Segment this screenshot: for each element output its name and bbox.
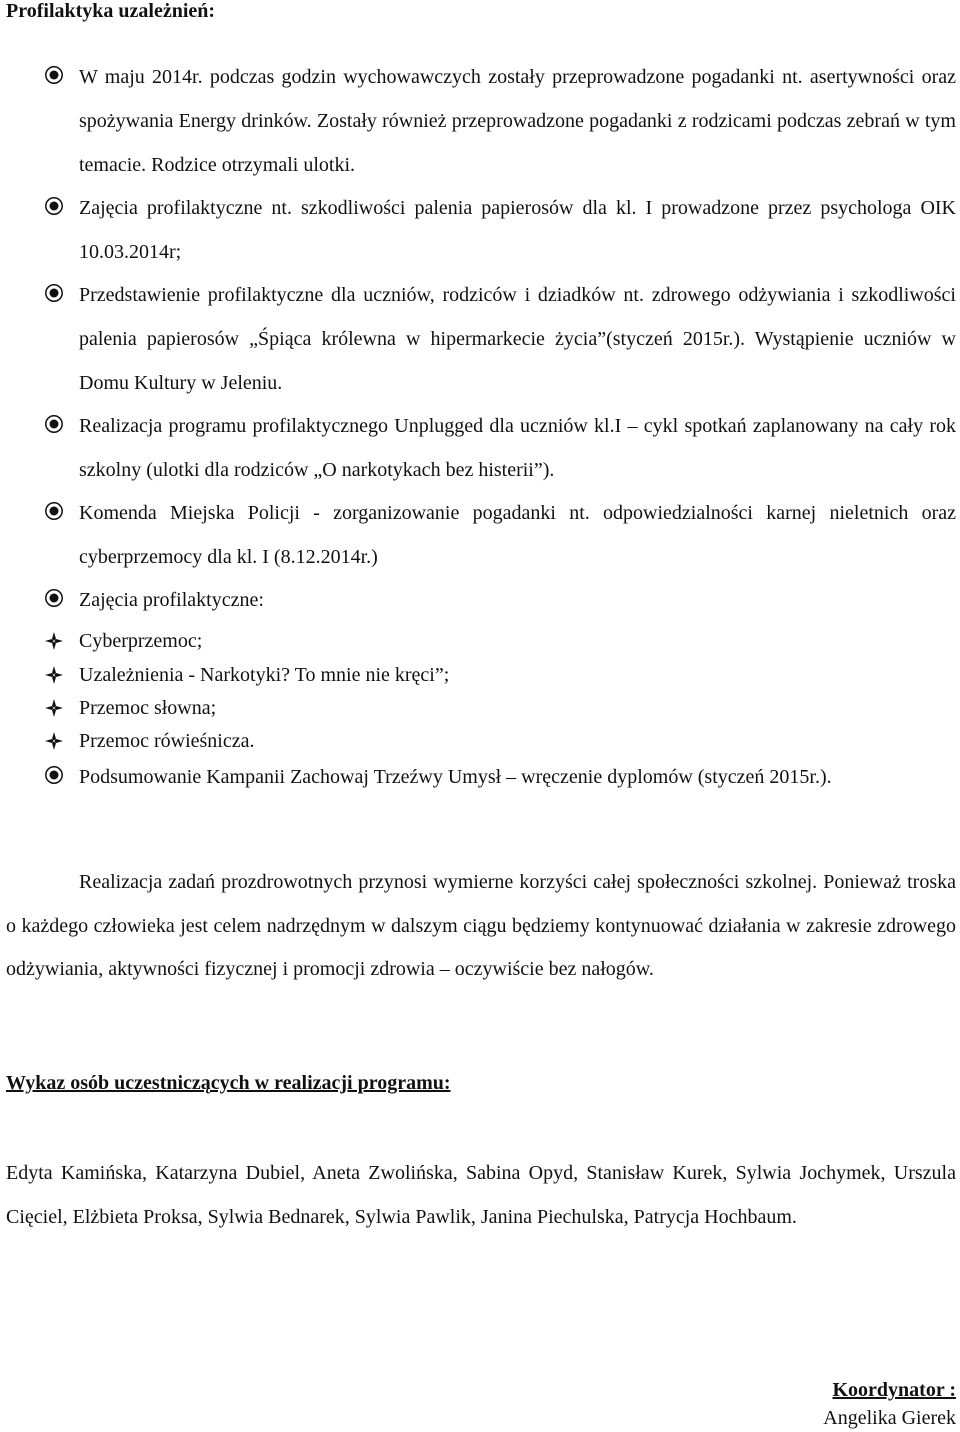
radio-bullet-icon <box>44 65 64 85</box>
summary-paragraph: Realizacja zadań prozdrowotnych przynosi wymierne korzyści całej społeczności szkolnej. Ponieważ troska o każdego człowieka jest celem nadrzędnym w dalszym ciągu będziemy kontynuować działania w zakresie zdrowego odżywiania, aktywności fizycznej i promocji zdrowia – oczywiście bez nałogów. <box>6 871 956 980</box>
bullet-text: W maju 2014r. podczas godzin wychowawczych zostały przeprowadzone pogadanki nt. asertywności oraz spożywania Energy drinków. Zostały również przeprowadzone pogadanki z rodzicami podczas zebrań w tym temacie. Rodzice otrzymali ulotki. <box>79 66 956 176</box>
section-heading: Profilaktyka uzależnień: <box>6 0 216 22</box>
sub-item-text: Uzależnienia - Narkotyki? To mnie nie kręci”; <box>79 664 450 686</box>
bullet-text: Komenda Miejska Policji - zorganizowanie pogadanki nt. odpowiedzialności karnej nieletnich oraz cyberprzemocy dla kl. I (8.12.2014r.) <box>79 502 956 568</box>
bullet-text: Realizacja programu profilaktycznego Unplugged dla uczniów kl.I – cykl spotkań zaplanowany na cały rok szkolny (ulotki dla rodziców „O narkotykach bez histerii”). <box>79 415 956 481</box>
radio-bullet-icon <box>44 283 64 303</box>
coordinator-label: Koordynator : <box>832 1379 956 1401</box>
diamond-bullet-icon <box>44 698 64 718</box>
coordinator-name: Angelika Gierek <box>823 1407 956 1429</box>
participants-list: Edyta Kamińska, Katarzyna Dubiel, Aneta Zwolińska, Sabina Opyd, Stanisław Kurek, Sylwia Jochymek, Urszula Cięciel, Elżbieta Proksa, Sylwia Bednarek, Sylwia Pawlik, Janina Piechulska, Patrycja Hochbaum. <box>6 1162 956 1228</box>
bullet-text: Zajęcia profilaktyczne: <box>79 589 264 611</box>
sub-item-text: Przemoc słowna; <box>79 697 217 719</box>
diamond-bullet-icon <box>44 665 64 685</box>
radio-bullet-icon <box>44 501 64 521</box>
participants-title: Wykaz osób uczestniczących w realizacji programu: <box>6 1072 451 1094</box>
diamond-bullet-icon <box>44 731 64 751</box>
diamond-bullet-icon <box>44 631 64 651</box>
bullet-text: Przedstawienie profilaktyczne dla uczniów, rodziców i dziadków nt. zdrowego odżywiania i szkodliwości palenia papierosów „Śpiąca królewna w hipermarkecie życia”(styczeń 2015r.). Wystąpienie uczniów w Domu Kultury w Jeleniu. <box>79 284 956 394</box>
radio-bullet-icon <box>44 765 64 785</box>
sub-item-text: Cyberprzemoc; <box>79 630 203 652</box>
radio-bullet-icon <box>44 414 64 434</box>
radio-bullet-icon <box>44 196 64 216</box>
bullet-text: Podsumowanie Kampanii Zachowaj Trzeźwy Umysł – wręczenie dyplomów (styczeń 2015r.). <box>79 766 832 788</box>
bullet-text: Zajęcia profilaktyczne nt. szkodliwości palenia papierosów dla kl. I prowadzone przez psychologa OIK 10.03.2014r; <box>79 197 956 263</box>
coordinator-block <box>823 1376 956 1432</box>
radio-bullet-icon <box>44 588 64 608</box>
sub-item-text: Przemoc rówieśnicza. <box>79 730 255 752</box>
